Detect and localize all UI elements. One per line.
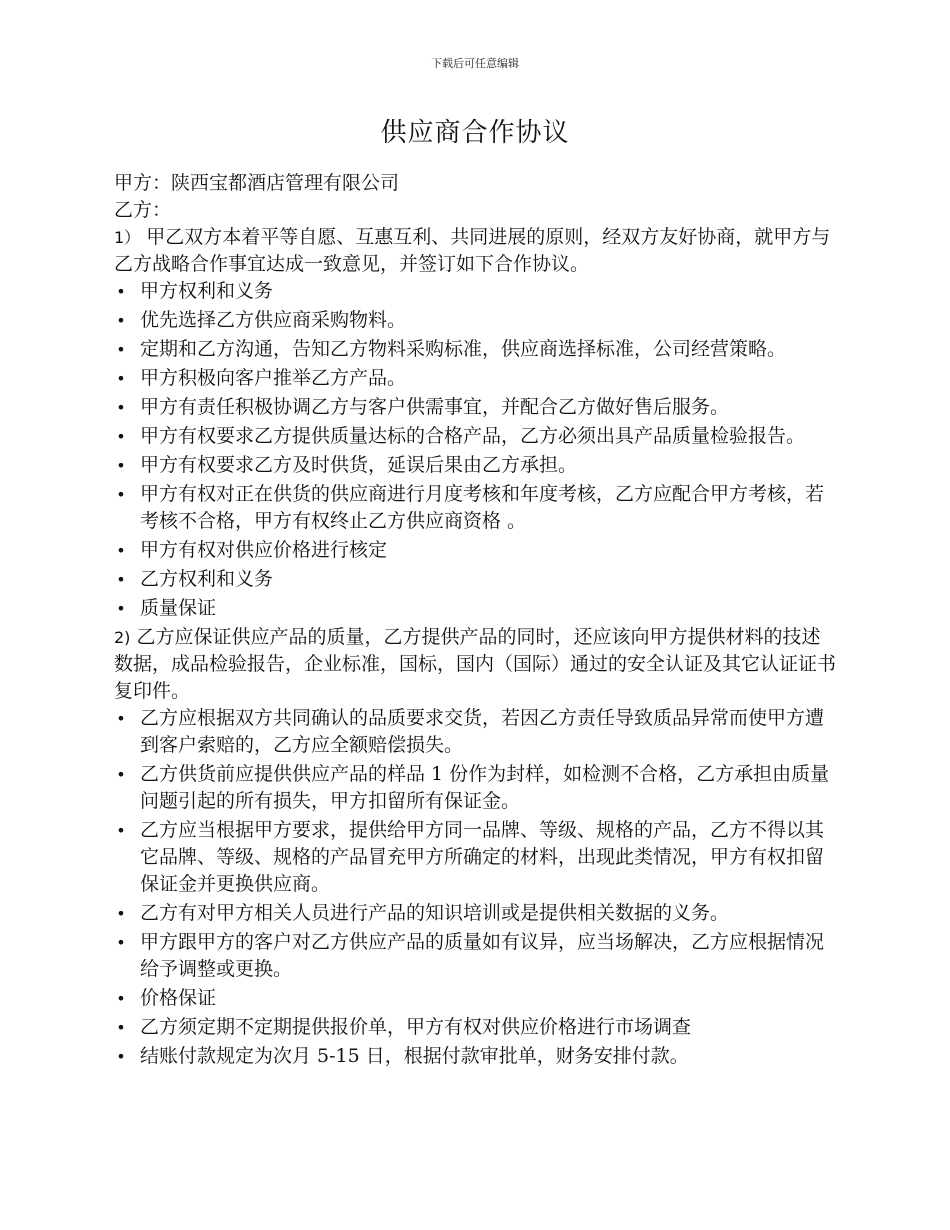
bullet-icon: • (116, 709, 126, 728)
bullet-icon: • (116, 311, 126, 330)
list-item: • 甲方有权对供应价格进行核定 (114, 537, 839, 564)
list-item: • 质量保证 (114, 595, 839, 622)
section-2-text: 乙方应保证供应产品的质量，乙方提供产品的同时，还应该向甲方提供材料的技述数据，成品检验报告，企业标准，国标，国内（国际）通过的安全认证及其它认证证书复印件。 (114, 626, 837, 702)
list-item: • 甲方有责任积极协调乙方与客户供需事宜，并配合乙方做好售后服务。 (114, 394, 839, 421)
bullet-icon: • (116, 1018, 126, 1037)
list-item: • 乙方应当根据甲方要求，提供给甲方同一品牌、等级、规格的产品，乙方不得以其它品牌、等级、规格的产品冒充甲方所确定的材料，出现此类情况，甲方有权扣留保证金并更换供应商。 (114, 817, 839, 898)
document-body (114, 170, 839, 1072)
header-note: 下载后可任意编辑 (431, 57, 519, 70)
list-item: • 甲方权利和义务 (114, 278, 839, 305)
section-2-number: 2) (114, 628, 131, 647)
intro-paragraph (114, 224, 839, 278)
list-item: • 甲方有权要求乙方及时供货，延误后果由乙方承担。 (114, 452, 839, 479)
list-item: • 乙方须定期不定期提供报价单，甲方有权对供应价格进行市场调查 (114, 1014, 839, 1041)
bullet-icon: • (116, 427, 126, 446)
page-title: 供应商合作协议 (380, 118, 570, 148)
list-item: • 甲方积极向客户推举乙方产品。 (114, 365, 839, 392)
bullet-icon: • (116, 1047, 126, 1066)
list-item: • 结账付款规定为次月 5-15 日，根据付款审批单，财务安排付款。 (114, 1043, 839, 1070)
list-item: • 甲方跟甲方的客户对乙方供应产品的质量如有议异，应当场解决，乙方应根据情况给予调整或更换。 (114, 929, 839, 983)
bullet-icon: • (116, 456, 126, 475)
list-item: • 甲方有权要求乙方提供质量达标的合格产品，乙方必须出具产品质量检验报告。 (114, 423, 839, 450)
bullet-icon: • (116, 904, 126, 923)
bullet-icon: • (116, 821, 126, 840)
section-2-paragraph (114, 624, 839, 705)
bullet-icon: • (116, 599, 126, 618)
intro-number: 1） (114, 228, 141, 247)
bullet-icon: • (116, 398, 126, 417)
party-b-line: 乙方： (114, 199, 172, 221)
bullet-icon: • (116, 369, 126, 388)
list-item: • 乙方权利和义务 (114, 566, 839, 593)
bullet-icon: • (116, 933, 126, 952)
list-section-2 (114, 705, 839, 1070)
bullet-icon: • (116, 570, 126, 589)
bullet-icon: • (116, 340, 126, 359)
bullet-icon: • (116, 541, 126, 560)
bullet-icon: • (116, 765, 126, 784)
bullet-icon: • (116, 485, 126, 504)
list-item: • 价格保证 (114, 985, 839, 1012)
list-item: • 乙方供货前应提供供应产品的样品 1 份作为封样，如检测不合格，乙方承担由质量问题引起的所有损失，甲方扣留所有保证金。 (114, 761, 839, 815)
list-item: • 乙方应根据双方共同确认的品质要求交货，若因乙方责任导致质品异常而使甲方遭到客户索赔的，乙方应全额赔偿损失。 (114, 705, 839, 759)
list-item: • 优先选择乙方供应商采购物料。 (114, 307, 839, 334)
party-a-line: 甲方：陕西宝都酒店管理有限公司 (114, 172, 400, 194)
list-item: • 乙方有对甲方相关人员进行产品的知识培训或是提供相关数据的义务。 (114, 900, 839, 927)
list-item: • 定期和乙方沟通，告知乙方物料采购标准，供应商选择标准，公司经营策略。 (114, 336, 839, 363)
list-section-1 (114, 278, 839, 622)
intro-text: 甲乙双方本着平等自愿、互惠互利、共同进展的原则，经双方友好协商，就甲方与乙方战略合作事宜达成一致意见，并签订如下合作协议。 (114, 226, 831, 275)
list-item: • 甲方有权对正在供货的供应商进行月度考核和年度考核，乙方应配合甲方考核，若考核不合格，甲方有权终止乙方供应商资格 。 (114, 481, 839, 535)
bullet-icon: • (116, 282, 126, 301)
bullet-icon: • (116, 989, 126, 1008)
